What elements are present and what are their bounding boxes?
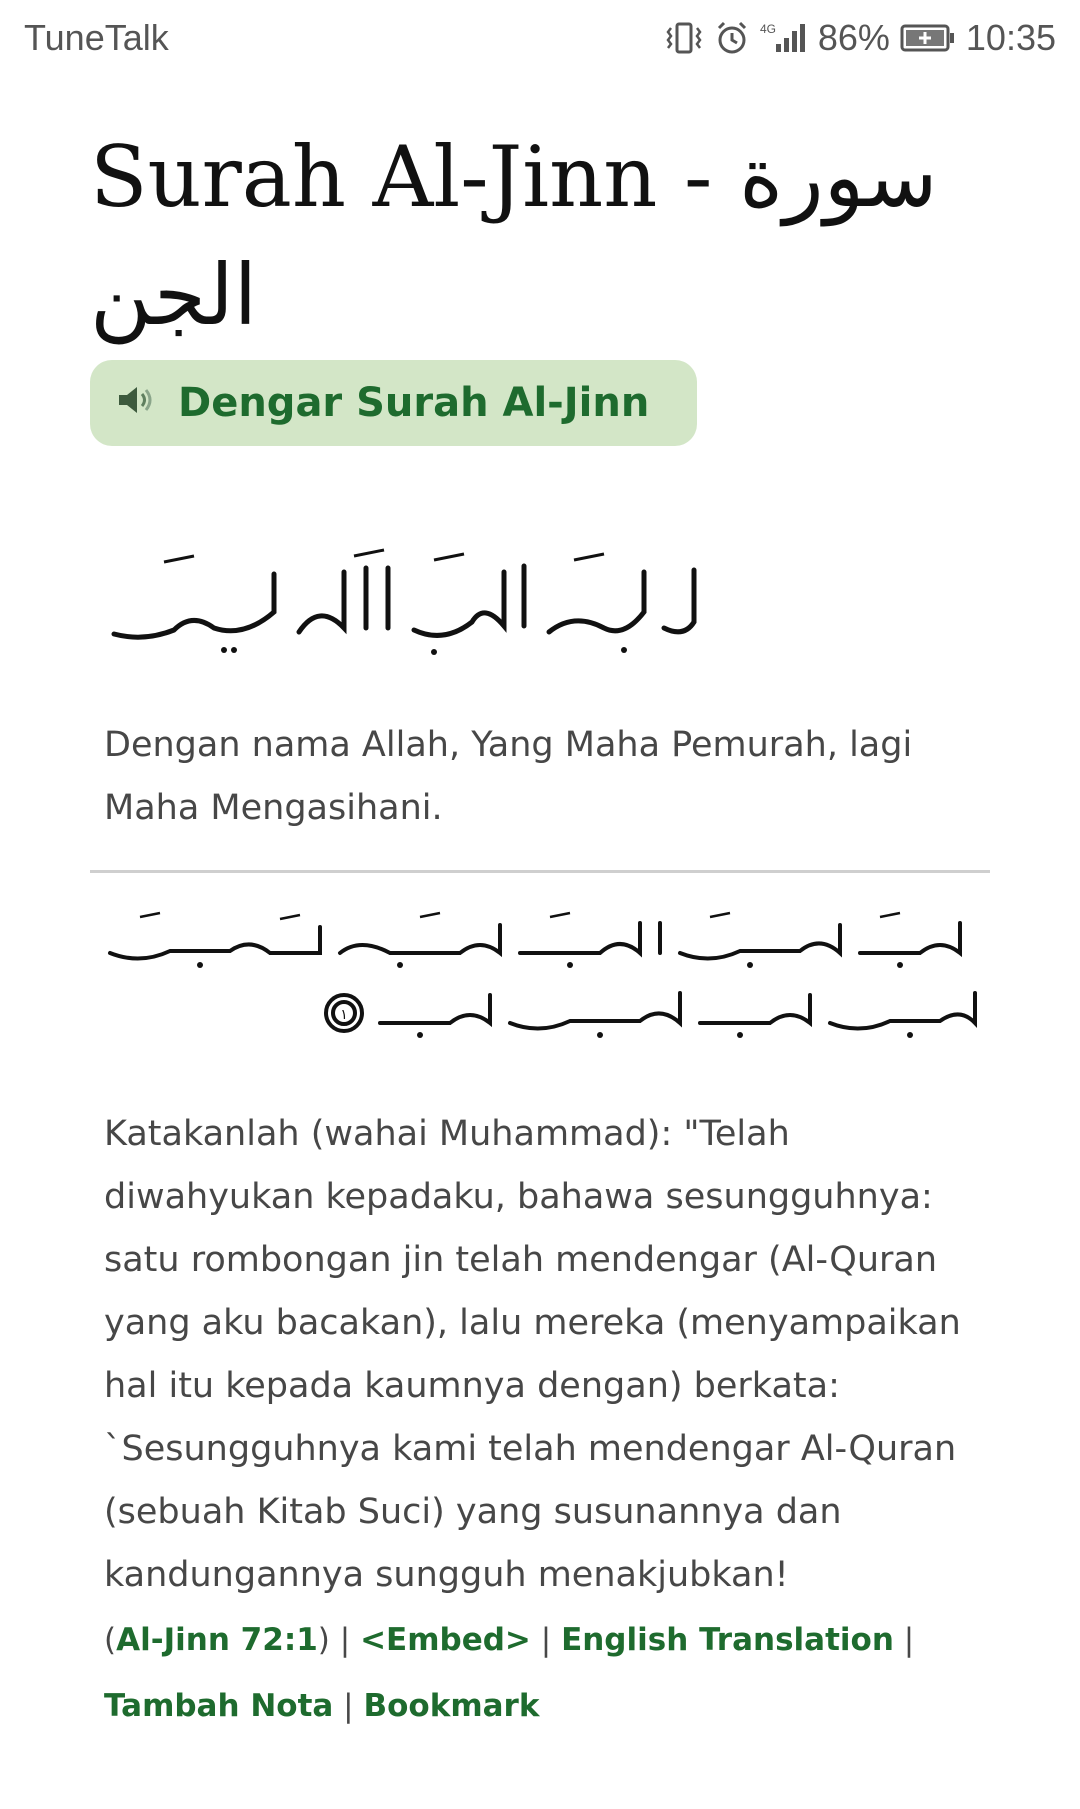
verse-reference-link[interactable]: Al-Jinn 72:1 [116, 1622, 318, 1658]
battery-charging-icon [900, 23, 956, 53]
embed-link[interactable]: <Embed> [360, 1622, 531, 1658]
ayah-arabic-text [104, 907, 990, 1043]
add-note-link[interactable]: Tambah Nota [104, 1688, 334, 1724]
english-translation-link[interactable]: English Translation [561, 1622, 894, 1658]
battery-percent: 86% [817, 17, 890, 58]
status-icons [664, 17, 1056, 59]
vibrate-icon [664, 20, 704, 56]
svg-text:١: ١ [340, 1007, 348, 1023]
alarm-icon [714, 20, 750, 56]
bismillah-calligraphy [104, 542, 990, 662]
divider [90, 870, 990, 873]
listen-button-label: Dengar Surah Al-Jinn [178, 380, 650, 426]
page-content [0, 118, 1080, 1739]
ayah-arabic-line-2 [320, 977, 980, 1043]
clock-time: 10:35 [965, 17, 1056, 58]
separator: | [893, 1622, 915, 1658]
status-bar [0, 0, 1080, 76]
separator: | [329, 1622, 361, 1658]
ayah-arabic-line-1 [100, 907, 980, 973]
paren-open: ( [104, 1622, 117, 1658]
bismillah-translation: Dengan nama Allah, Yang Maha Pemurah, lagi Maha Mengasihani. [104, 725, 913, 828]
separator: | [333, 1688, 364, 1724]
listen-surah-button[interactable] [90, 360, 697, 446]
paren-close: ) [317, 1622, 330, 1658]
carrier-name: TuneTalk [24, 17, 169, 58]
verse-links [104, 1607, 976, 1739]
title-arabic: سورة الجن [90, 128, 938, 344]
speaker-icon [116, 380, 156, 426]
page-title [90, 118, 990, 354]
bookmark-link[interactable]: Bookmark [363, 1688, 540, 1724]
network-type-label: 4G [759, 22, 776, 36]
signal-icon [760, 20, 808, 56]
separator: | [530, 1622, 562, 1658]
ayah-translation: Katakanlah (wahai Muhammad): "Telah diwahyukan kepadaku, bahawa sesungguhnya: satu rombongan jin telah mendengar (Al-Quran yang aku bacakan), lalu mereka (menyampaikan hal itu kepada kaumnya dengan) berkata: `Sesungguhnya kami telah mendengar Al-Quran (sebuah Kitab Suci) yang susunannya dan kandungannya sungguh menakjubkan! [104, 1114, 961, 1595]
title-latin: Surah Al-Jinn - [90, 128, 740, 226]
